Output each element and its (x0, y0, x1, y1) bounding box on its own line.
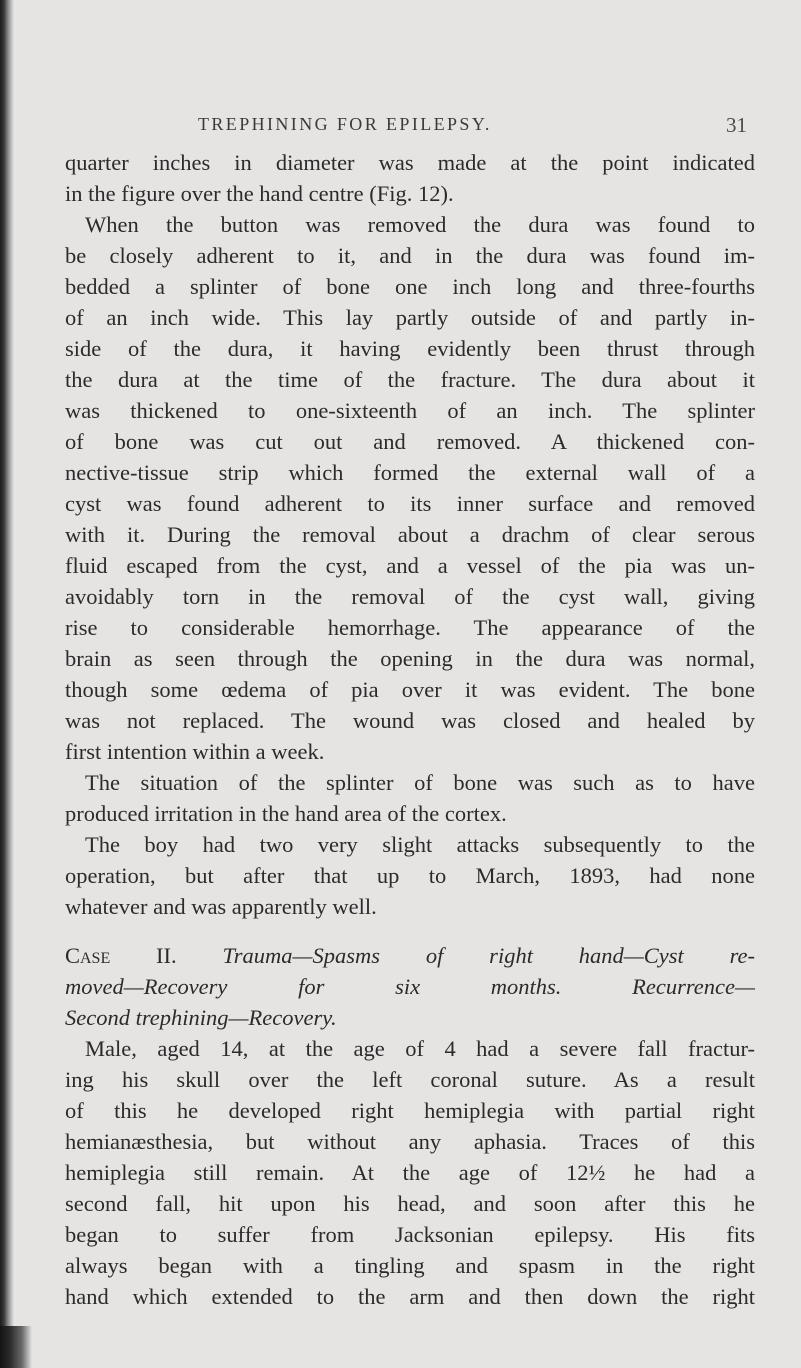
body-text (65, 147, 755, 1312)
section-gap (65, 922, 755, 940)
text-line: The situation of the splinter of bone was such as to have (85, 770, 755, 795)
text-line: be closely adherent to it, and in the dura was found im- (65, 243, 755, 268)
text-line: side of the dura, it having evidently been thrust through (65, 336, 755, 361)
binding-shadow (0, 1326, 32, 1368)
text-line: whatever and was apparently well. (65, 894, 377, 919)
text-line: though some œdema of pia over it was evident. The bone (65, 677, 755, 702)
paragraph-operation-findings (65, 209, 755, 767)
text-line: second fall, hit upon his head, and soon after this he (65, 1191, 755, 1216)
text-line: avoidably torn in the removal of the cyst wall, giving (65, 584, 755, 609)
text-line: began to suffer from Jacksonian epilepsy. His fits (65, 1222, 755, 1247)
case-label: Case II. (65, 943, 177, 968)
text-line: hemianæsthesia, but without any aphasia. Traces of this (65, 1129, 755, 1154)
paragraph-continuation (65, 147, 755, 209)
text-line: operation, but after that up to March, 1893, had none (65, 863, 755, 888)
text-line: When the button was removed the dura was found to (85, 212, 755, 237)
text-line: quarter inches in diameter was made at the point indicated (65, 150, 755, 175)
text-line: was thickened to one-sixteenth of an inch. The splinter (65, 398, 755, 423)
text-line: ing his skull over the left coronal suture. As a result (65, 1067, 755, 1092)
text-line: was not replaced. The wound was closed and healed by (65, 708, 755, 733)
text-line: of an inch wide. This lay partly outside of and partly in- (65, 305, 755, 330)
text-line: Male, aged 14, at the age of 4 had a severe fall fractur- (85, 1036, 755, 1061)
text-line: hand which extended to the arm and then down the right (65, 1284, 755, 1309)
text-line: The boy had two very slight attacks subsequently to the (85, 832, 755, 857)
paragraph-splinter-situation (65, 767, 755, 829)
text-line: nective-tissue strip which formed the external wall of a (65, 460, 755, 485)
text-line: bedded a splinter of bone one inch long and three-fourths (65, 274, 755, 299)
text-line: fluid escaped from the cyst, and a vessel of the pia was un- (65, 553, 755, 578)
text-line: produced irritation in the hand area of the cortex. (65, 801, 507, 826)
text-line: the dura at the time of the fracture. The dura about it (65, 367, 755, 392)
text-line: rise to considerable hemorrhage. The appearance of the (65, 615, 755, 640)
text-line: always began with a tingling and spasm in the right (65, 1253, 755, 1278)
page-binding-edge (0, 0, 14, 1368)
text-line: brain as seen through the opening in the dura was normal, (65, 646, 755, 671)
text-line: in the figure over the hand centre (Fig. 12). (65, 181, 454, 206)
case-title-line: moved—Recovery for six months. Recurrence— (65, 974, 755, 999)
text-line: of bone was cut out and removed. A thickened con- (65, 429, 755, 454)
text-line: hemiplegia still remain. At the age of 12½ he had a (65, 1160, 755, 1185)
paragraph-case-history (65, 1033, 755, 1312)
text-line: of this he developed right hemiplegia with partial right (65, 1098, 755, 1123)
text-line: first intention within a week. (65, 739, 325, 764)
paragraph-outcome (65, 829, 755, 922)
case-title: Trauma—Spasms of right hand—Cyst re- (222, 943, 755, 968)
case-heading (65, 940, 755, 1033)
page-number: 31 (726, 113, 747, 137)
running-title: TREPHINING FOR EPILEPSY. (198, 114, 492, 134)
running-head (65, 114, 755, 144)
text-line: with it. During the removal about a drachm of clear serous (65, 522, 755, 547)
case-title-line: Second trephining—Recovery. (65, 1005, 337, 1030)
text-line: cyst was found adherent to its inner surface and removed (65, 491, 755, 516)
